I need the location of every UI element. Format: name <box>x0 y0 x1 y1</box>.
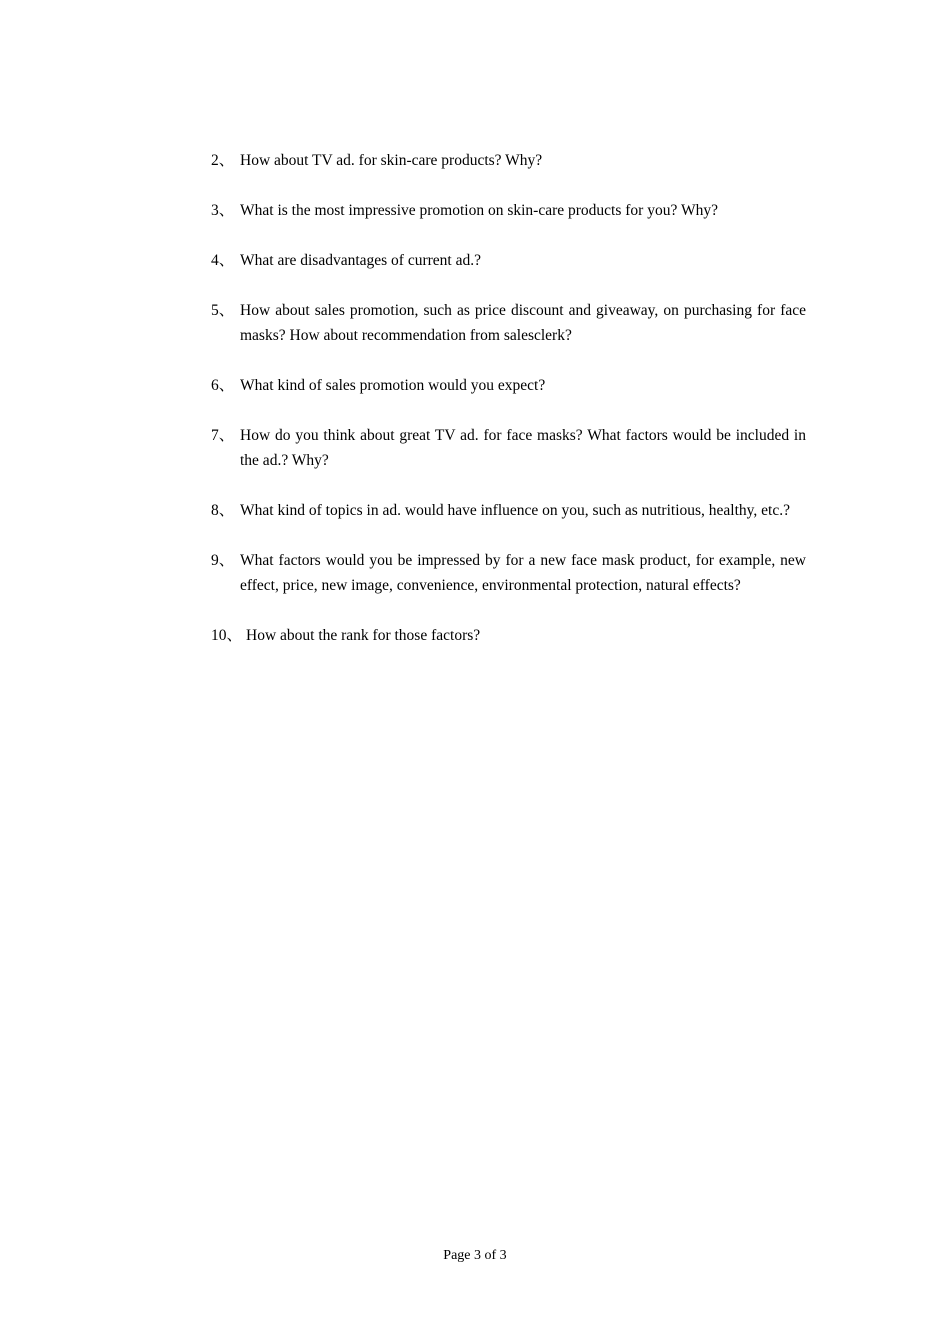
question-number: 8、 <box>211 502 235 519</box>
question-number: 6、 <box>211 377 235 394</box>
question-text: How about TV ad. for skin-care products? Why? <box>240 152 543 169</box>
question-item <box>211 498 806 523</box>
question-item <box>211 298 806 348</box>
question-text: What kind of sales promotion would you expect? <box>240 377 546 394</box>
question-text: How about the rank for those factors? <box>246 627 481 644</box>
question-item <box>211 373 806 398</box>
question-number: 3、 <box>211 202 235 219</box>
question-number: 7、 <box>211 427 235 444</box>
question-text: What are disadvantages of current ad.? <box>240 252 481 269</box>
question-number: 2、 <box>211 152 235 169</box>
question-item <box>211 423 806 473</box>
question-item <box>211 248 806 273</box>
question-text: How do you think about great TV ad. for face masks? What factors would be included in the ad.? Why? <box>240 427 806 469</box>
question-number: 9、 <box>211 552 235 569</box>
question-number: 5、 <box>211 302 235 319</box>
question-item <box>211 198 806 223</box>
page-footer <box>0 1246 950 1266</box>
question-text: What factors would you be impressed by for a new face mask product, for example, new effect, price, new image, convenience, environmental protection, natural effects? <box>240 552 806 594</box>
question-number: 4、 <box>211 252 235 269</box>
question-number: 10、 <box>211 627 243 644</box>
question-list <box>211 148 806 673</box>
question-item <box>211 623 806 648</box>
question-item <box>211 148 806 173</box>
question-text: How about sales promotion, such as price discount and giveaway, on purchasing for face masks? How about recommendation from salesclerk? <box>240 302 806 344</box>
question-text: What is the most impressive promotion on skin-care products for you? Why? <box>240 202 718 219</box>
question-text: What kind of topics in ad. would have influence on you, such as nutritious, healthy, etc.? <box>240 502 790 519</box>
page-number-label: Page 3 of 3 <box>443 1248 507 1263</box>
question-item <box>211 548 806 598</box>
